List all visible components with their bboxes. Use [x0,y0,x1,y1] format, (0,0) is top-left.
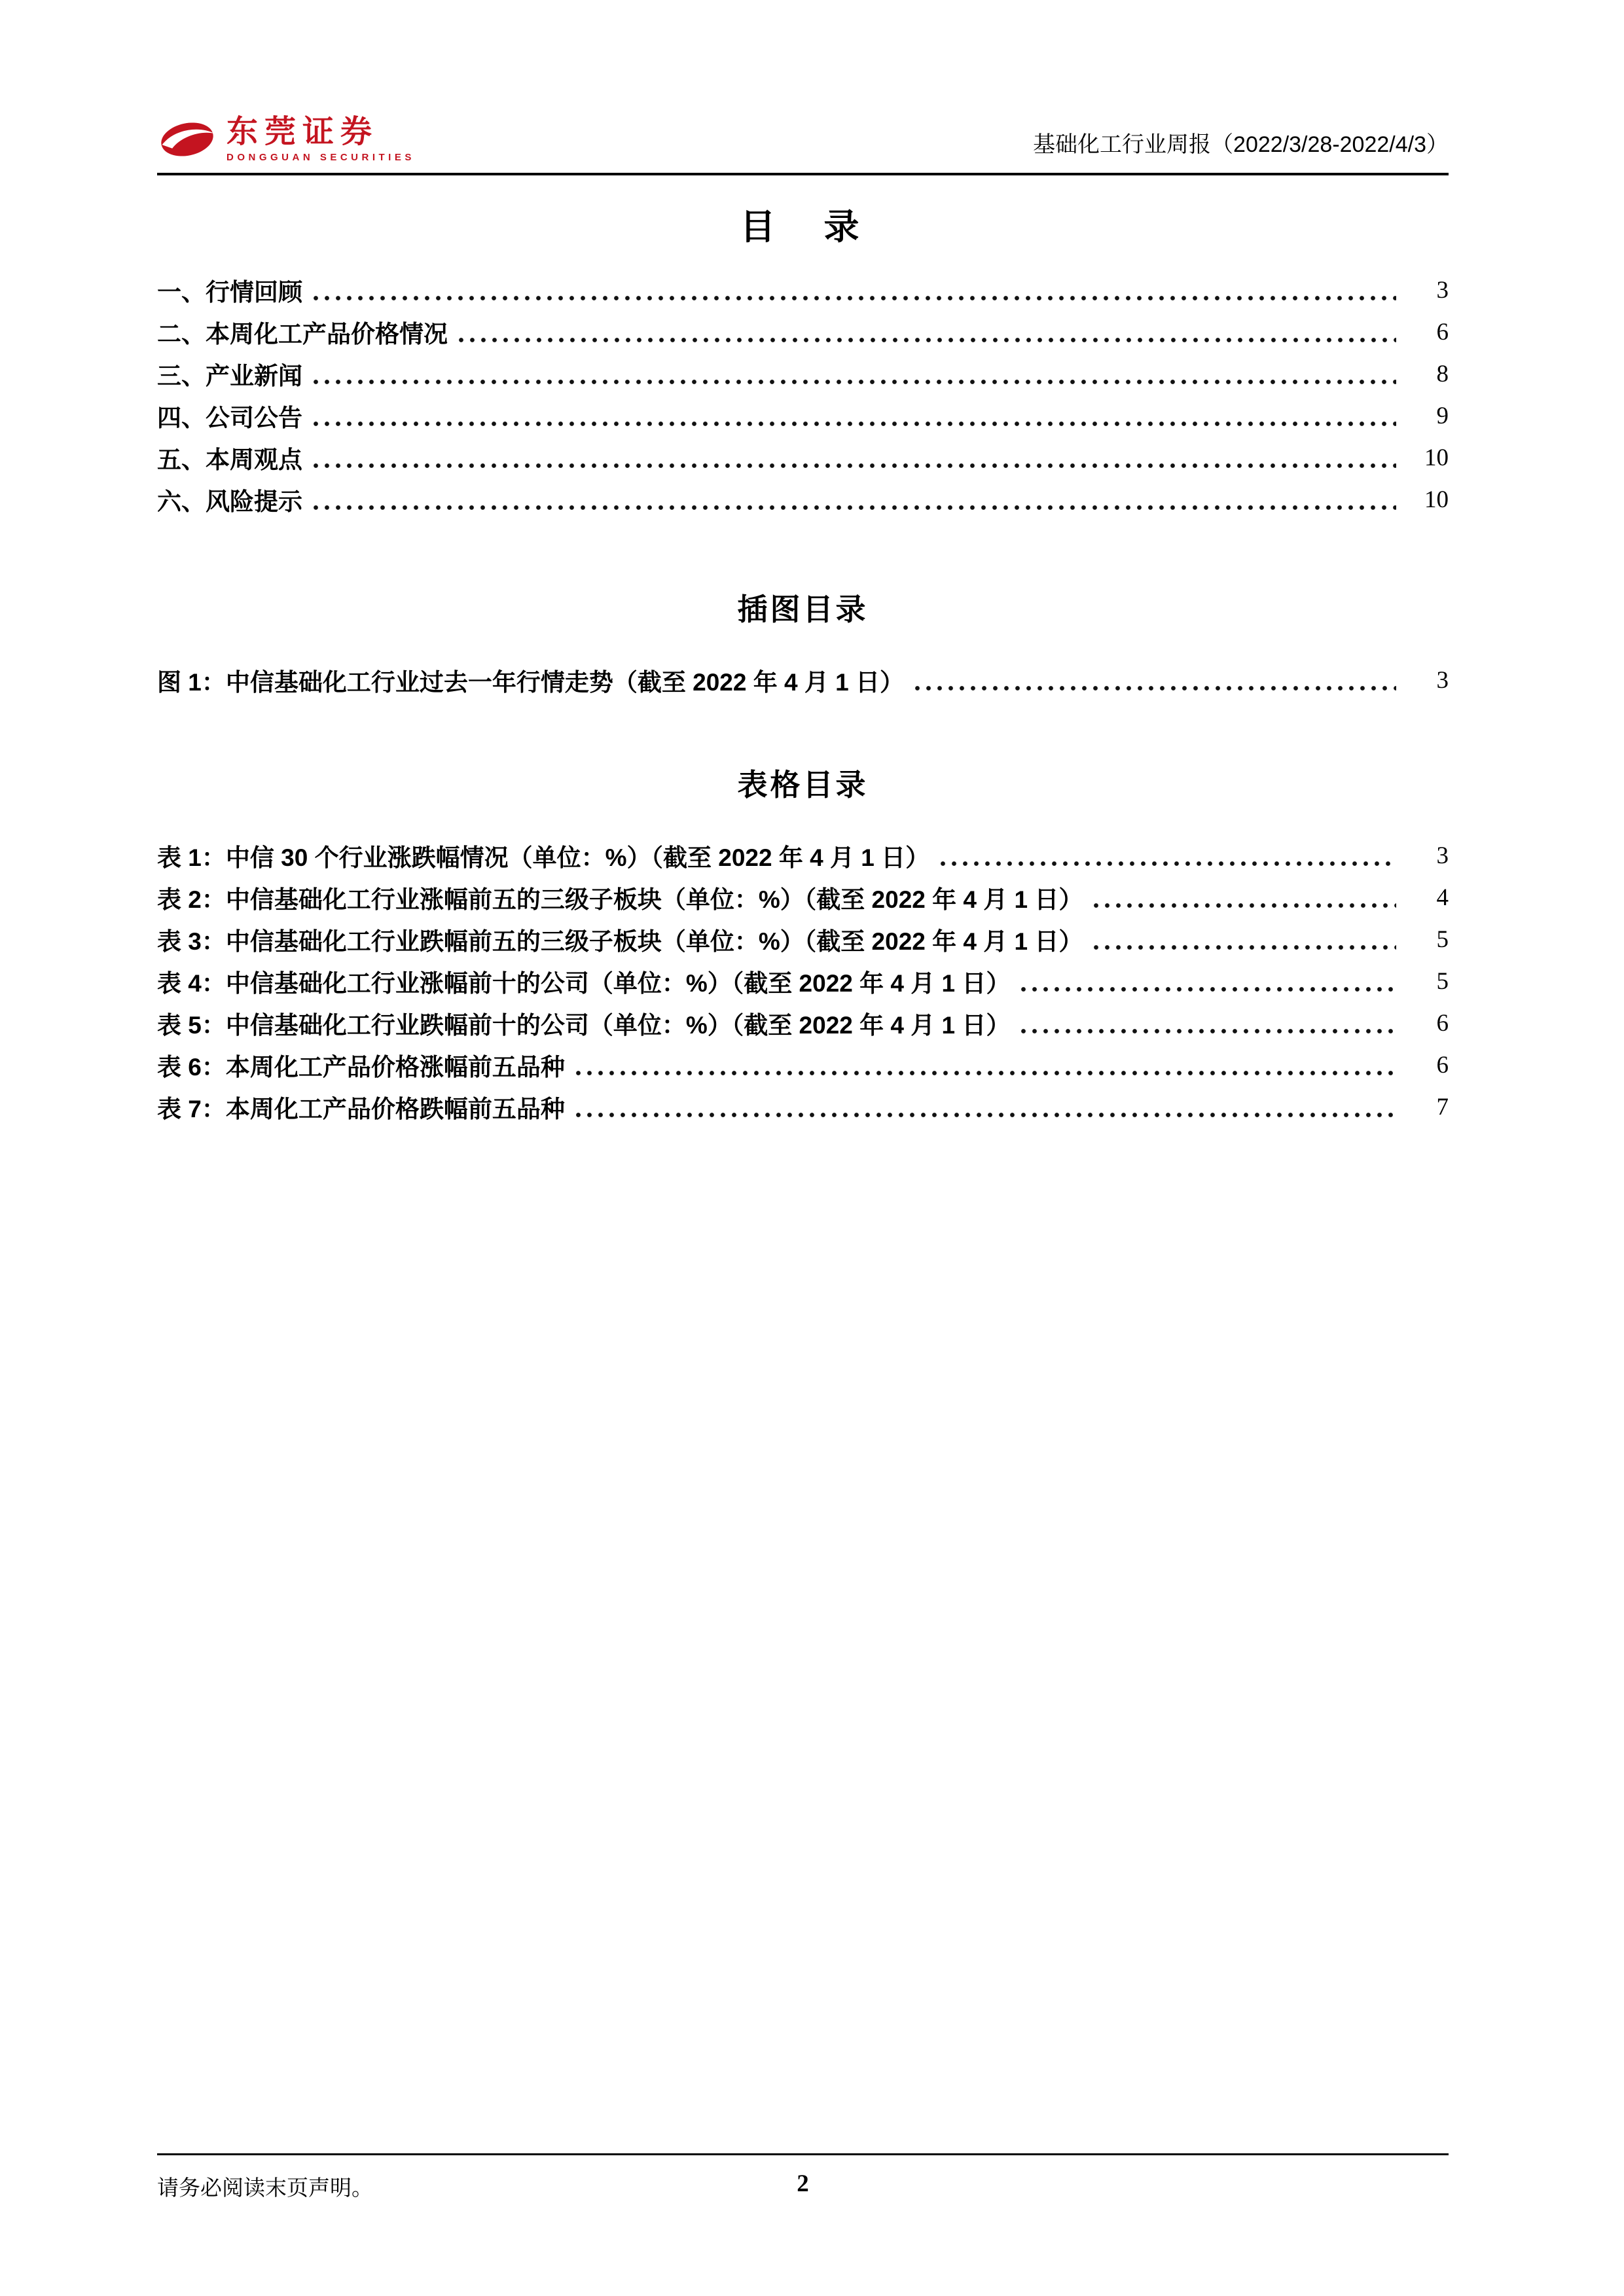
table-entry-page: 6 [1436,1051,1449,1079]
toc-entry-page: 10 [1424,444,1449,471]
toc-entry-page: 6 [1436,318,1449,346]
toc-entry[interactable] [157,269,1449,311]
dot-leader [458,337,1396,343]
dot-leader [1020,1028,1396,1034]
toc-entry-label: 三、产业新闻 [157,363,302,389]
table-entry-page: 5 [1436,925,1449,953]
table-entry-label: 表 1：中信 30 个行业涨跌幅情况（单位：%）（截至 2022 年 4 月 1 日） [157,844,930,871]
dot-leader [313,421,1396,427]
dot-leader [313,295,1396,301]
figures-list [157,659,1449,701]
table-entry[interactable] [157,918,1449,960]
dot-leader [313,463,1396,469]
toc-entry-page: 3 [1436,276,1449,304]
page-header [157,0,1449,175]
footer-disclaimer: 请务必阅读末页声明。 [157,2176,373,2200]
toc-entry-label: 四、公司公告 [157,404,302,431]
tables-list [157,834,1449,1128]
table-entry-page: 3 [1436,842,1449,869]
table-entry-label: 表 6：本周化工产品价格涨幅前五品种 [157,1054,565,1081]
table-entry-label: 表 3：中信基础化工行业跌幅前五的三级子板块（单位：%）（截至 2022 年 4 月 1 日） [157,928,1083,955]
table-entry-label: 表 5：中信基础化工行业跌幅前十的公司（单位：%）（截至 2022 年 4 月 1 日） [157,1012,1011,1039]
table-entry-page: 4 [1436,884,1449,911]
table-entry-label: 表 7：本周化工产品价格跌幅前五品种 [157,1096,565,1122]
company-logo [157,117,415,162]
figure-entry-page: 3 [1436,666,1449,694]
dot-leader [940,861,1396,867]
logo-icon [157,118,217,160]
table-entry[interactable] [157,960,1449,1002]
table-entry[interactable] [157,1086,1449,1128]
table-entry-page: 7 [1436,1093,1449,1121]
figures-section-title: 插图目录 [737,592,869,626]
dot-leader [914,685,1396,691]
figure-entry-label: 图 1：中信基础化工行业过去一年行情走势（截至 2022 年 4 月 1 日） [157,669,905,696]
toc-entry-label: 二、本周化工产品价格情况 [157,321,448,348]
dot-leader [313,505,1396,511]
footer-page-number: 2 [797,2170,809,2197]
toc-entry-label: 六、风险提示 [157,488,302,515]
table-entry-label: 表 4：中信基础化工行业涨幅前十的公司（单位：%）（截至 2022 年 4 月 1 日） [157,970,1011,997]
table-entry[interactable] [157,1044,1449,1086]
dot-leader [1093,903,1396,908]
page-footer [157,2153,1449,2202]
dot-leader [1020,986,1396,992]
table-entry-page: 6 [1436,1009,1449,1037]
logo-text [226,117,415,162]
dot-leader [575,1070,1396,1076]
toc-entry[interactable] [157,311,1449,353]
toc-entry[interactable] [157,395,1449,437]
table-entry-page: 5 [1436,967,1449,995]
toc-entry-page: 9 [1436,402,1449,429]
toc-entry-label: 一、行情回顾 [157,279,302,306]
table-entry[interactable] [157,876,1449,918]
toc-entry-label: 五、本周观点 [157,446,302,473]
figure-entry[interactable] [157,659,1449,701]
dot-leader [313,379,1396,385]
table-entry[interactable] [157,1002,1449,1044]
toc-entry[interactable] [157,437,1449,478]
toc-entry[interactable] [157,353,1449,395]
dot-leader [575,1112,1396,1118]
table-entry[interactable] [157,834,1449,876]
toc-entry[interactable] [157,478,1449,520]
toc-title: 目 录 [740,207,866,247]
logo-subtitle-text: DONGGUAN SECURITIES [226,152,415,163]
table-entry-label: 表 2：中信基础化工行业涨幅前五的三级子板块（单位：%）（截至 2022 年 4 月 1 日） [157,886,1083,913]
tables-section-title: 表格目录 [737,768,869,802]
toc-entry-page: 8 [1436,360,1449,387]
dot-leader [1093,944,1396,950]
report-title: 基础化工行业周报（2022/3/28-2022/4/3） [1033,132,1449,157]
logo-brand-text: 东莞证券 [226,115,379,149]
toc-entry-page: 10 [1424,486,1449,513]
toc-list [157,269,1449,520]
